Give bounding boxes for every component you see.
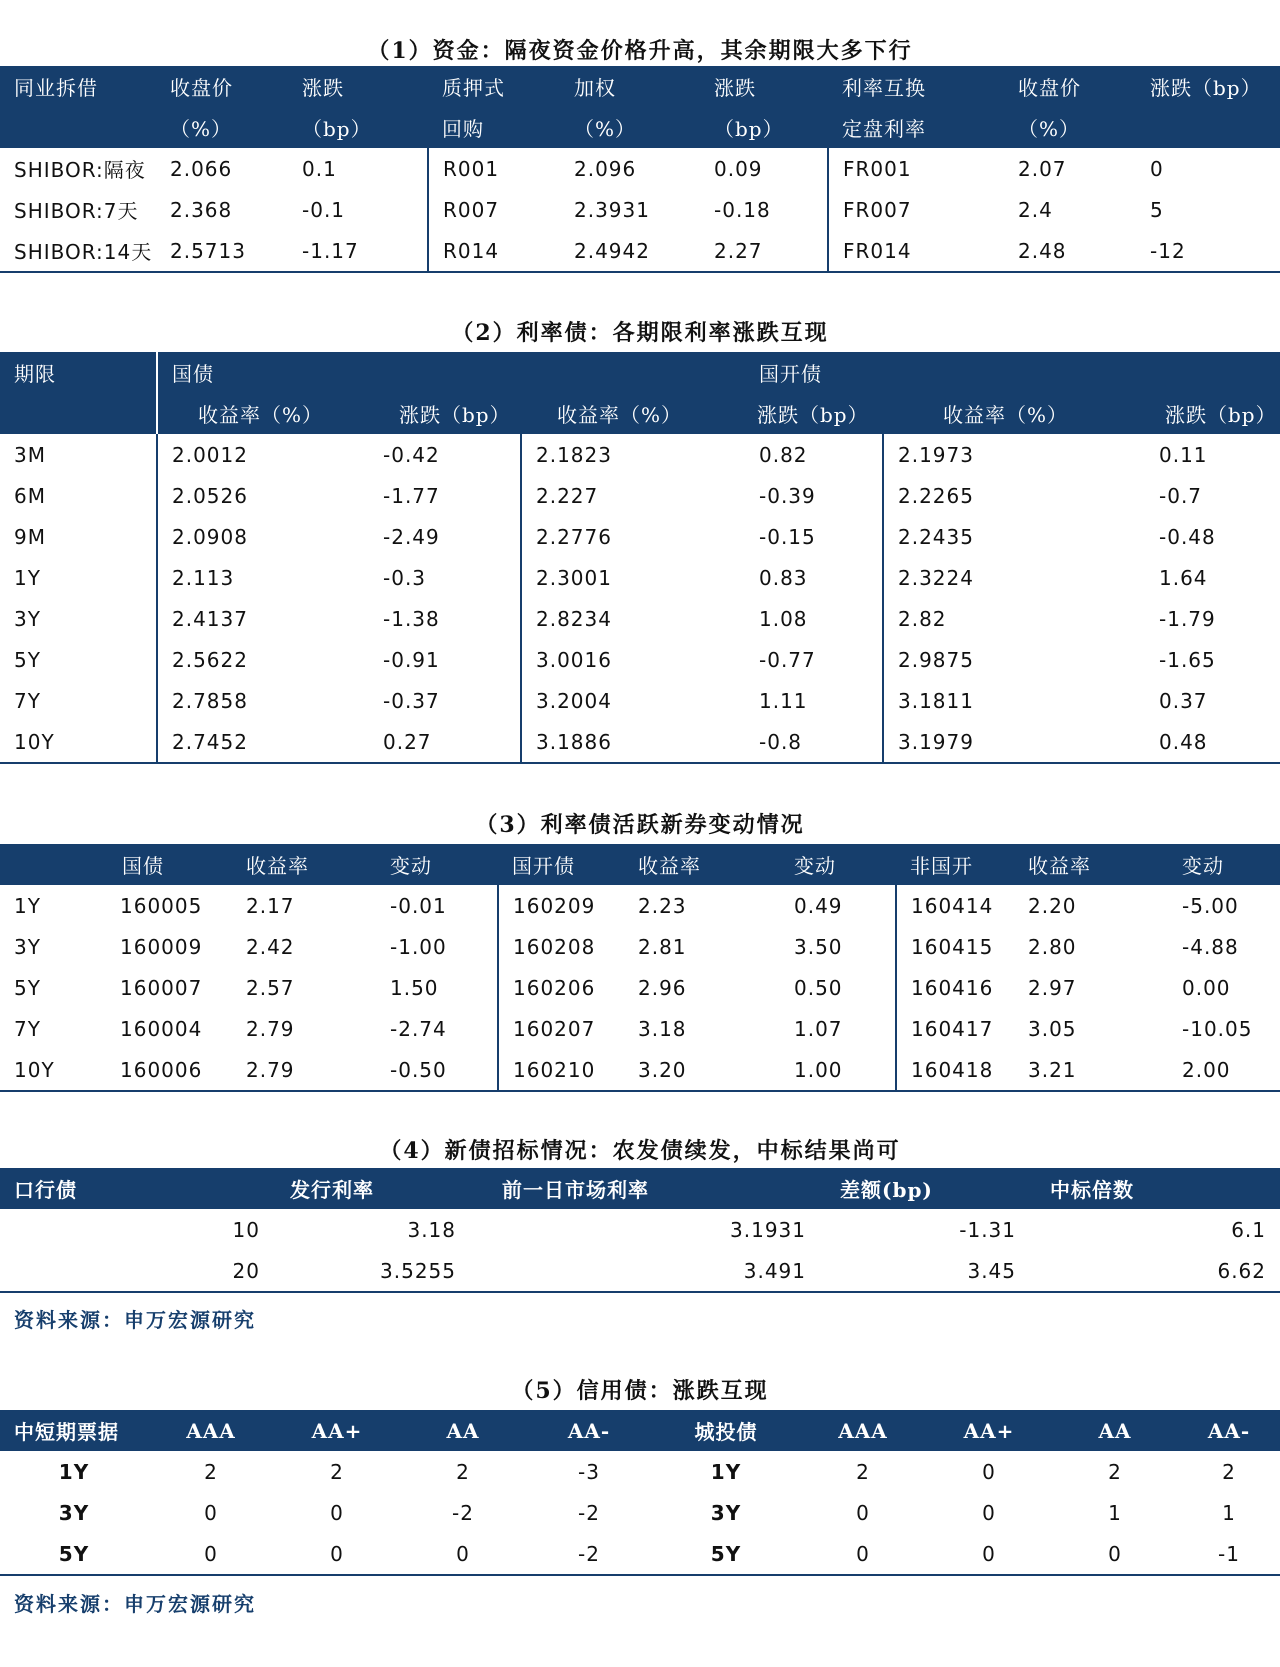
header-cell: 中标倍数 — [1050, 1178, 1134, 1202]
table-cell: SHIBOR:隔夜 — [14, 158, 146, 182]
table-cell: 6M — [14, 483, 46, 508]
table-cell: 2.066 — [170, 156, 233, 181]
new-bond-auction-table — [0, 1168, 1280, 1293]
header-cell: 收益率 — [638, 854, 701, 878]
table-cell: 0 — [1052, 1533, 1178, 1575]
table-cell: 2.4942 — [560, 230, 700, 272]
table-header-row — [0, 844, 1280, 885]
header-cell: AA+ — [963, 1418, 1015, 1443]
table-cell: 1Y — [14, 893, 41, 918]
table-row — [0, 189, 1280, 230]
table-cell: 0 — [1150, 156, 1164, 181]
table-row — [0, 516, 1280, 557]
table-cell: 0.09 — [714, 156, 763, 181]
table-cell: -1.00 — [390, 934, 447, 959]
table-cell: 5Y — [0, 1533, 148, 1575]
header-cell: AA+ — [311, 1418, 363, 1443]
header-cell — [0, 844, 106, 885]
table-row — [0, 680, 1280, 721]
table-cell: -0.01 — [390, 893, 447, 918]
table-cell: 1Y — [710, 1459, 742, 1484]
header-cell: （%） — [574, 117, 637, 141]
header-cell — [1136, 107, 1280, 148]
table-cell: 0 — [148, 1533, 274, 1575]
table-cell: 3.0016 — [521, 639, 745, 680]
table-cell: R014 — [428, 230, 560, 272]
credit-bond-table — [0, 1410, 1280, 1576]
table-cell: 2.3224 — [883, 557, 1145, 598]
table-cell: 2.81 — [638, 934, 687, 959]
header-cell: 涨跌（bp） — [1150, 76, 1262, 100]
header-cell — [0, 393, 157, 434]
table-row — [0, 1492, 1280, 1533]
table-cell: 2 — [1222, 1459, 1236, 1484]
table-cell: -1 — [1178, 1533, 1280, 1575]
header-gz: 国债 — [157, 352, 745, 393]
table-cell: 2.4 — [1018, 197, 1053, 222]
table-cell: 160004 — [120, 1016, 203, 1041]
table-cell: 2.57 — [246, 975, 295, 1000]
table-cell: 0.37 — [1159, 688, 1208, 713]
table-cell: 3.1886 — [521, 721, 745, 763]
header-cell: AAA — [838, 1418, 888, 1443]
table-cell: 0 — [400, 1533, 526, 1575]
table-cell: 1.00 — [766, 1049, 896, 1091]
table-cell: -2 — [578, 1500, 600, 1525]
header-cell: 中短期票据 — [14, 1420, 119, 1444]
table-header-row — [0, 66, 1280, 107]
table-cell: 1Y — [14, 565, 41, 590]
header-cell: 收益率 — [246, 854, 309, 878]
table-cell: -0.91 — [383, 647, 440, 672]
header-cell: 变动 — [794, 854, 836, 878]
header-cell: 加权 — [574, 76, 616, 100]
table-cell: 0 — [982, 1459, 996, 1484]
table-header-row — [0, 1168, 1280, 1209]
table-cell: 3.50 — [794, 934, 843, 959]
table-cell: 2.368 — [170, 197, 233, 222]
table-cell: 2.7452 — [157, 721, 369, 763]
table-cell: 0.50 — [794, 975, 843, 1000]
header-cell: AAA — [186, 1418, 236, 1443]
table-cell: -0.3 — [383, 565, 427, 590]
table-cell: 0.82 — [759, 442, 808, 467]
table-cell: 160414 — [896, 885, 1014, 926]
table-cell: 1 — [1108, 1500, 1122, 1525]
table-cell: -1.31 — [959, 1217, 1016, 1242]
table-cell: 160007 — [120, 975, 203, 1000]
table-cell: 2.2265 — [883, 475, 1145, 516]
header-cell: 收盘价 — [170, 76, 233, 100]
table-cell: 3Y — [14, 934, 41, 959]
header-cell: 收益率（%） — [943, 403, 1069, 427]
table-cell: -0.8 — [745, 721, 883, 763]
table-cell: 10Y — [0, 1049, 106, 1091]
header-cell: AA — [446, 1418, 480, 1443]
table-cell: 2.2776 — [521, 516, 745, 557]
header-cell: 收益率（%） — [557, 403, 683, 427]
table-cell: 10 — [232, 1217, 260, 1242]
table-cell: 7Y — [14, 1016, 41, 1041]
header-cell: 收益率（%） — [157, 393, 369, 434]
table-cell: 2.0012 — [157, 434, 369, 475]
table-cell: 0 — [274, 1533, 400, 1575]
table-cell: -1.79 — [1159, 606, 1216, 631]
table-cell: 10Y — [0, 721, 157, 763]
header-cell: （%） — [1018, 117, 1081, 141]
table-cell: 2.27 — [700, 230, 828, 272]
table-cell: 2.79 — [230, 1049, 374, 1091]
table-row — [0, 1209, 1280, 1250]
table-cell: -0.37 — [383, 688, 440, 713]
table-cell: 160416 — [896, 967, 1014, 1008]
table-row — [0, 1250, 1280, 1292]
table-row — [0, 1533, 1280, 1575]
table-cell: 2 — [1108, 1459, 1122, 1484]
table-cell: 3.1811 — [883, 680, 1145, 721]
header-cell: 利率互换 — [842, 76, 926, 100]
table-row — [0, 434, 1280, 475]
table-cell: -1.38 — [383, 606, 440, 631]
table-cell: 2.96 — [638, 975, 687, 1000]
header-cell: AA — [1098, 1418, 1132, 1443]
table-cell: R001 — [428, 148, 560, 189]
table-cell: 3.18 — [407, 1217, 456, 1242]
table-cell: 1 — [1222, 1500, 1236, 1525]
table-cell: 2.3931 — [574, 197, 650, 222]
table-cell: 0 — [204, 1500, 218, 1525]
table-cell: 3Y — [58, 1500, 90, 1525]
table-row — [0, 475, 1280, 516]
table-cell: -3 — [578, 1459, 600, 1484]
header-cell: 城投债 — [694, 1420, 758, 1444]
table-cell: 7Y — [14, 688, 41, 713]
table-cell: 0 — [926, 1533, 1052, 1575]
table-row — [0, 1008, 1280, 1049]
table-cell: -5.00 — [1182, 893, 1239, 918]
table-cell: 0.1 — [302, 156, 337, 181]
header-cell: 国债 — [122, 854, 164, 878]
table-cell: -1.65 — [1159, 647, 1216, 672]
table-cell: 2 — [330, 1459, 344, 1484]
table-cell: 1.64 — [1159, 565, 1208, 590]
table-cell: -0.50 — [374, 1049, 498, 1091]
table-cell: 2 — [456, 1459, 470, 1484]
table-cell: 3.2004 — [521, 680, 745, 721]
table-cell: 2.5622 — [157, 639, 369, 680]
active-bond-table — [0, 844, 1280, 1092]
table-cell: 3.5255 — [270, 1250, 470, 1292]
table-cell: 160208 — [498, 926, 624, 967]
table-cell: 0.11 — [1159, 442, 1208, 467]
table-cell: 0 — [982, 1500, 996, 1525]
table-cell: 0 — [800, 1533, 926, 1575]
table-cell: 2.0908 — [157, 516, 369, 557]
table-cell: 0 — [330, 1500, 344, 1525]
table-cell: 2.80 — [1028, 934, 1077, 959]
header-cell — [0, 107, 156, 148]
table-cell: 3.45 — [820, 1250, 1030, 1292]
source-note: 资料来源：申万宏源研究 — [14, 1308, 256, 1332]
table-cell: 160417 — [896, 1008, 1014, 1049]
table-cell: 1Y — [58, 1459, 90, 1484]
table-cell: 0 — [856, 1500, 870, 1525]
table-cell: 6.62 — [1030, 1250, 1280, 1292]
header-cell: 变动 — [390, 854, 432, 878]
table-cell: 160206 — [498, 967, 624, 1008]
section2-title: （2）利率债：各期限利率涨跌互现 — [451, 320, 829, 346]
table-row — [0, 148, 1280, 189]
table-row — [0, 557, 1280, 598]
table-row — [0, 885, 1280, 926]
table-cell: 2.0526 — [157, 475, 369, 516]
table-row — [0, 1451, 1280, 1492]
table-cell: 2.42 — [246, 934, 295, 959]
header-cell: 收益率 — [1028, 854, 1091, 878]
table-cell: 2.82 — [883, 598, 1145, 639]
table-cell: -0.7 — [1159, 483, 1203, 508]
table-cell: 3Y — [14, 606, 41, 631]
table-cell: 5 — [1150, 197, 1164, 222]
table-cell: 2.00 — [1154, 1049, 1280, 1091]
header-cell: 同业拆借 — [14, 76, 98, 100]
table-cell: 0.83 — [759, 565, 808, 590]
table-cell: 2.5713 — [156, 230, 288, 272]
table-cell: -0.48 — [1159, 524, 1216, 549]
table-cell: 2.1823 — [521, 434, 745, 475]
table-cell: 160210 — [498, 1049, 624, 1091]
table-cell: SHIBOR:14天 — [0, 230, 156, 272]
table-cell: 3.18 — [638, 1016, 687, 1041]
table-cell: -10.05 — [1182, 1016, 1253, 1041]
table-cell: 1.11 — [759, 688, 808, 713]
table-cell: 2.1973 — [883, 434, 1145, 475]
table-cell: 2.48 — [1004, 230, 1136, 272]
table-cell: 3Y — [710, 1500, 742, 1525]
header-cell: （%） — [170, 117, 233, 141]
table-cell: FR001 — [828, 148, 1004, 189]
table-cell: 160009 — [120, 934, 203, 959]
table-cell: 2.3001 — [521, 557, 745, 598]
table-cell: 3.20 — [624, 1049, 766, 1091]
table-header-row — [0, 107, 1280, 148]
table-cell: 20 — [0, 1250, 270, 1292]
table-cell: -0.18 — [714, 197, 771, 222]
table-cell: 2.9875 — [883, 639, 1145, 680]
table-cell: 9M — [14, 524, 46, 549]
table-cell: -0.15 — [759, 524, 816, 549]
table-cell: -4.88 — [1182, 934, 1239, 959]
table-row — [0, 1049, 1280, 1091]
table-cell: 160207 — [498, 1008, 624, 1049]
header-cell: 前一日市场利率 — [502, 1178, 649, 1202]
table-cell: -1.17 — [288, 230, 428, 272]
header-cell: 变动 — [1182, 854, 1224, 878]
table-cell: 5Y — [14, 975, 41, 1000]
table-cell: 5Y — [652, 1533, 800, 1575]
table-cell: 1.50 — [390, 975, 439, 1000]
table-cell: 1.08 — [759, 606, 808, 631]
header-cell: 收盘价 — [1018, 76, 1081, 100]
table-cell: -0.1 — [302, 197, 346, 222]
header-cell: 定盘利率 — [842, 117, 926, 141]
header-cell: AA- — [567, 1418, 611, 1443]
table-cell: 160006 — [106, 1049, 230, 1091]
header-cell: 涨跌（bp） — [1165, 403, 1277, 427]
table-cell: 2.096 — [574, 156, 637, 181]
header-cell: 涨跌 — [302, 76, 344, 100]
section1-title: （1）资金：隔夜资金价格升高，其余期限大多下行 — [367, 38, 913, 64]
table-header-row — [0, 1410, 1280, 1451]
table-cell: 2.20 — [1028, 893, 1077, 918]
header-cell: 国开债 — [512, 854, 575, 878]
table-cell: -1.77 — [383, 483, 440, 508]
table-cell: 2.23 — [638, 893, 687, 918]
header-cell: 涨跌（bp） — [399, 403, 511, 427]
header-cell: （bp） — [714, 117, 784, 141]
header-cell: 非国开 — [910, 854, 973, 878]
table-cell: SHIBOR:7天 — [14, 199, 139, 223]
table-cell: 3.21 — [1014, 1049, 1154, 1091]
table-cell: 6.1 — [1231, 1217, 1266, 1242]
table-cell: 0.00 — [1182, 975, 1231, 1000]
table-cell: 2 — [204, 1459, 218, 1484]
header-cell: 质押式 — [442, 76, 505, 100]
header-cell: 涨跌 — [714, 76, 756, 100]
table-cell: 2.17 — [246, 893, 295, 918]
table-cell: 160418 — [896, 1049, 1014, 1091]
header-cell: 差额(bp) — [840, 1178, 933, 1202]
table-cell: 0.49 — [794, 893, 843, 918]
section5-title: （5）信用债：涨跌互现 — [511, 1378, 769, 1404]
table-cell: 5Y — [14, 647, 41, 672]
header-cell: 发行利率 — [290, 1178, 374, 1202]
table-header-row — [0, 352, 1280, 393]
table-cell: 1.07 — [794, 1016, 843, 1041]
header-cell: 口行债 — [14, 1178, 77, 1202]
header-gkz: 国开债 — [759, 362, 822, 386]
table-cell: 2.79 — [246, 1016, 295, 1041]
table-row — [0, 926, 1280, 967]
table-row — [0, 967, 1280, 1008]
table-cell: 2.8234 — [521, 598, 745, 639]
table-cell: 3M — [14, 442, 46, 467]
table-cell: 3.1931 — [730, 1217, 806, 1242]
header-cell: 回购 — [442, 117, 484, 141]
table-cell: -2 — [452, 1500, 474, 1525]
table-cell: 160209 — [498, 885, 624, 926]
money-market-table — [0, 66, 1280, 273]
table-cell: -0.77 — [759, 647, 816, 672]
header-cell: （bp） — [302, 117, 372, 141]
section4-title: （4）新债招标情况：农发债续发，中标结果尚可 — [379, 1138, 901, 1164]
table-cell: 0.27 — [369, 721, 521, 763]
table-cell: -12 — [1136, 230, 1280, 272]
header-cell: AA- — [1207, 1418, 1251, 1443]
table-cell: 2.97 — [1028, 975, 1077, 1000]
table-cell: 2.113 — [157, 557, 369, 598]
table-cell: 3.1979 — [883, 721, 1145, 763]
table-cell: 3.491 — [470, 1250, 820, 1292]
table-cell: 160005 — [120, 893, 203, 918]
table-cell: 0.48 — [1145, 721, 1280, 763]
header-term: 期限 — [14, 362, 56, 386]
table-cell: -2.74 — [390, 1016, 447, 1041]
table-cell: 2.7858 — [157, 680, 369, 721]
table-row — [0, 721, 1280, 763]
table-cell: 2.2435 — [883, 516, 1145, 557]
table-cell: -2 — [526, 1533, 652, 1575]
section3-title: （3）利率债活跃新券变动情况 — [475, 812, 805, 838]
table-cell: 160415 — [896, 926, 1014, 967]
table-cell: 2 — [856, 1459, 870, 1484]
table-cell: -0.39 — [759, 483, 816, 508]
table-row — [0, 639, 1280, 680]
table-row — [0, 230, 1280, 272]
table-header-row — [0, 393, 1280, 434]
source-note: 资料来源：申万宏源研究 — [14, 1592, 256, 1616]
rate-bond-table — [0, 352, 1280, 764]
table-cell: 2.4137 — [157, 598, 369, 639]
table-cell: R007 — [428, 189, 560, 230]
table-cell: FR007 — [828, 189, 1004, 230]
table-cell: -2.49 — [383, 524, 440, 549]
table-row — [0, 598, 1280, 639]
table-cell: 2.227 — [521, 475, 745, 516]
table-cell: -0.42 — [383, 442, 440, 467]
table-cell: 2.07 — [1018, 156, 1067, 181]
header-cell: 涨跌（bp） — [757, 403, 869, 427]
table-cell: FR014 — [828, 230, 1004, 272]
table-cell: 3.05 — [1028, 1016, 1077, 1041]
